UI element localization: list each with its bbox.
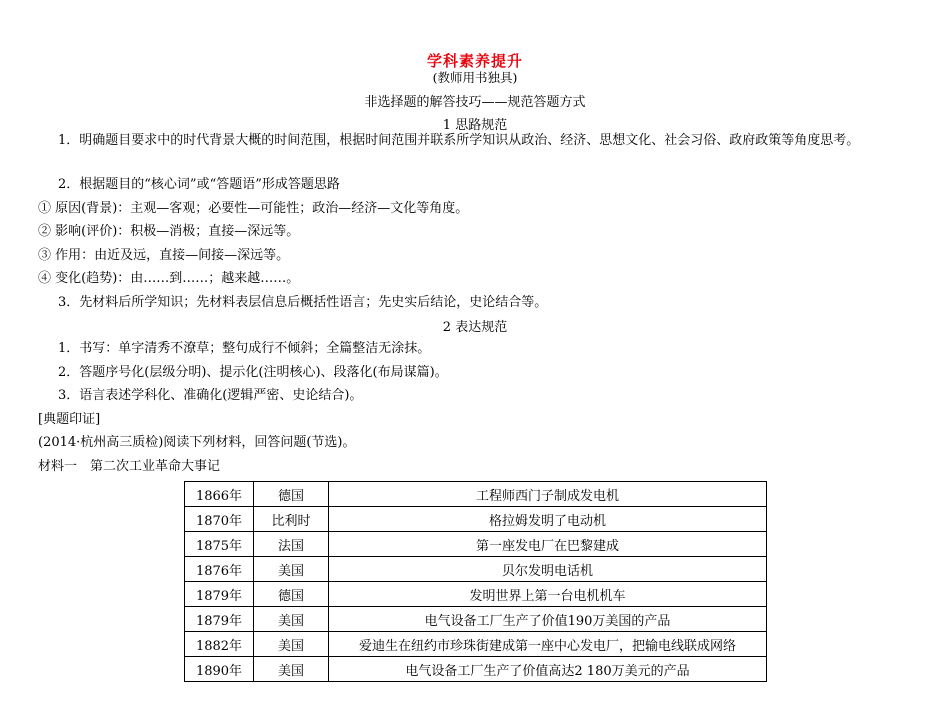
event-cell: 格拉姆发明了电动机 [329, 507, 767, 532]
language-item: 3．语言表述学科化、准确化(逻辑严密、史论结合)。 [58, 388, 363, 403]
event-cell: 发明世界上第一台电机机车 [329, 582, 767, 607]
country-cell: 美国 [254, 557, 329, 582]
year-cell: 1870年 [185, 507, 254, 532]
event-cell: 贝尔发明电话机 [329, 557, 767, 582]
material-title: 材料一 第二次工业革命大事记 [38, 459, 221, 474]
country-cell: 法国 [254, 532, 329, 557]
page-title: 学科素养提升 [426, 52, 523, 70]
example-label: [典题印证] [38, 412, 101, 427]
event-cell: 电气设备工厂生产了价值高达2 180万美元的产品 [329, 657, 767, 682]
part1-paragraph-3: 3．先材料后所学知识；先材料表层信息后概括性语言；先史实后结论，史论结合等。 [58, 295, 548, 310]
country-cell: 美国 [254, 632, 329, 657]
country-cell: 德国 [254, 582, 329, 607]
event-cell: 第一座发电厂在巴黎建成 [329, 532, 767, 557]
year-cell: 1875年 [185, 532, 254, 557]
country-cell: 比利时 [254, 507, 329, 532]
country-cell: 美国 [254, 657, 329, 682]
table-row [185, 482, 767, 507]
year-cell: 1866年 [185, 482, 254, 507]
year-cell: 1876年 [185, 557, 254, 582]
part1-heading: 1 思路规范 [442, 118, 508, 133]
table-row [185, 532, 767, 557]
table-row [185, 582, 767, 607]
event-cell: 工程师西门子制成发电机 [329, 482, 767, 507]
event-cell: 电气设备工厂生产了价值190万美国的产品 [329, 607, 767, 632]
influence-item: ② 影响(评价)：积极—消极；直接—深远等。 [38, 224, 300, 239]
events-table [184, 481, 767, 682]
part2-heading: 2 表达规范 [442, 320, 508, 335]
writing-item: 1．书写：单字清秀不潦草；整句成行不倾斜；全篇整洁无涂抹。 [58, 341, 431, 356]
page-subtitle: (教师用书独具) [432, 70, 518, 85]
change-item: ④ 变化(趋势)：由……到……；越来越……。 [38, 271, 300, 286]
table-row [185, 507, 767, 532]
reason-item: ① 原因(背景)：主观—客观；必要性—可能性；政治—经济—文化等角度。 [38, 201, 469, 216]
example-intro: (2014·杭州高三质检)阅读下列材料，回答问题(节选)。 [38, 435, 356, 450]
year-cell: 1879年 [185, 607, 254, 632]
numbering-item: 2．答题序号化(层级分明)、提示化(注明核心)、段落化(布局谋篇)。 [58, 365, 448, 380]
table-row [185, 657, 767, 682]
year-cell: 1879年 [185, 582, 254, 607]
table-row [185, 557, 767, 582]
year-cell: 1890年 [185, 657, 254, 682]
part1-paragraph-1: 1．明确题目要求中的时代背景大概的时间范围，根据时间范围并联系所学知识从政治、经济、思想文化、社会习俗、政府政策等角度思考。 [58, 133, 860, 148]
table-row [185, 632, 767, 657]
section-heading: 非选择题的解答技巧——规范答题方式 [364, 95, 586, 110]
country-cell: 德国 [254, 482, 329, 507]
event-cell: 爱迪生在纽约市珍珠街建成第一座中心发电厂，把输电线联成网络 [329, 632, 767, 657]
table-row [185, 607, 767, 632]
part1-paragraph-2: 2．根据题目的“核心词”或“答题语”形成答题思路 [58, 177, 340, 192]
function-item: ③ 作用：由近及远，直接—间接—深远等。 [38, 248, 290, 263]
year-cell: 1882年 [185, 632, 254, 657]
country-cell: 美国 [254, 607, 329, 632]
